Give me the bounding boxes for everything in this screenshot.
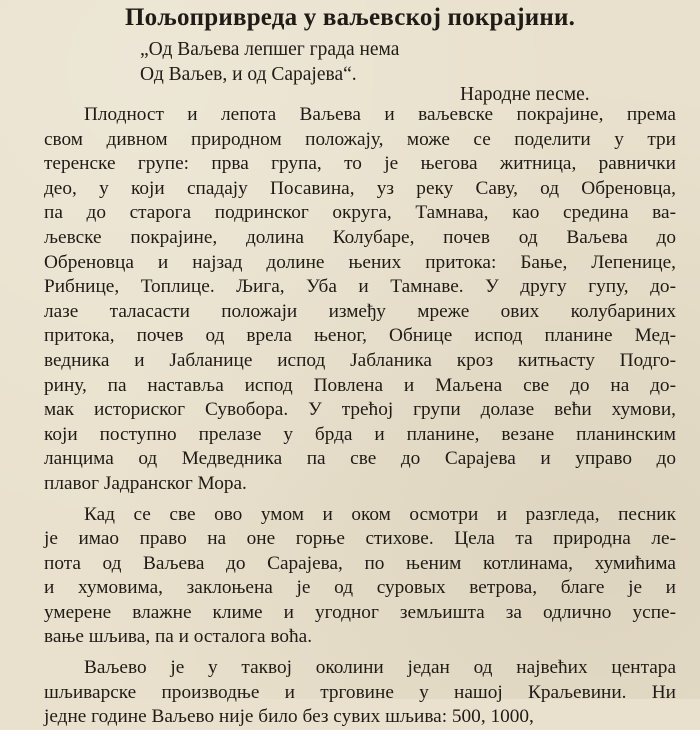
text-line: део, у који спадају Посавина, уз реку Саву, од Обреновца, xyxy=(44,177,676,199)
paragraph xyxy=(44,503,676,651)
paragraph xyxy=(44,656,676,730)
epigraph xyxy=(140,37,399,87)
text-line: једне године Ваљево није било без сувих шљива: 500, 1000, xyxy=(44,706,534,728)
text-line: умерене влажне климе и угодног земљишта за одлично успе- xyxy=(44,601,676,623)
text-line: притока, почев од врела њеног, Обнице испод планине Мед- xyxy=(44,325,676,347)
text-line: свом дивном природном положају, може се поделити у три xyxy=(44,128,676,150)
text-line: пота од Ваљева до Сарајева, по њеним котлинама, хумићима xyxy=(44,552,676,574)
epigraph-line-1: „Од Ваљева лепшег града нема xyxy=(140,39,400,60)
text-line: теренске групе: прва група, то је његова житница, равнички xyxy=(44,153,676,175)
text-line: љевске покрајине, долина Колубаре, почев од Ваљева до xyxy=(44,226,676,248)
text-line: Плодност и лепота Ваљева и ваљевске покрајине, према xyxy=(84,104,676,125)
article-body xyxy=(44,103,676,730)
paragraph xyxy=(44,103,676,497)
text-line: и хумовима, заклоњена је од суровых ветрова, благе је и xyxy=(44,577,676,599)
text-line: мак историског Сувобора. У трећој групи долазе већи хумови, xyxy=(44,399,676,421)
text-line: Обреновца и најзад долине њених притока: Бање, Лепенице, xyxy=(44,251,676,273)
article-title: Пољопривреда у ваљевској покрајини. xyxy=(124,4,576,31)
text-line: плавог Јадранског Мора. xyxy=(44,472,247,494)
text-line: вање шљива, па и осталога воћа. xyxy=(44,626,313,648)
text-line: Кад се све ово умом и оком осмотри и разгледа, песник xyxy=(84,503,676,525)
text-line: ведника и Јабланице испод Јабланика кроз китњасту Подго- xyxy=(44,349,676,371)
text-line: Рибнице, Топлице. Љига, Уба и Тамнаве. У другу гупу, до- xyxy=(44,276,676,298)
text-line: лазе таласасти положаји између мреже ових колубариних xyxy=(44,300,676,322)
text-line: Ваљево је у таквој околини један од највећих центара xyxy=(84,657,676,679)
text-line: па до старога подринског округа, Тамнава, као средина ва- xyxy=(44,202,676,224)
epigraph-line-2: Од Ваљев, и од Сарајева“. xyxy=(140,64,357,85)
text-line: је имао право на оне горње стихове. Цела та природна ле- xyxy=(44,528,676,550)
text-line: рину, па наставља испод Повлена и Маљена све до на до- xyxy=(44,374,676,396)
text-line: ланцима од Медведника па све до Сарајева и управо до xyxy=(44,448,676,470)
epigraph-source: Народне песме. xyxy=(460,84,590,105)
text-line: шљиварске производње и трговине у нашој Краљевини. Ни xyxy=(44,681,676,703)
text-line: који поступно прелазе у брда и планине, везане планинским xyxy=(44,423,676,445)
